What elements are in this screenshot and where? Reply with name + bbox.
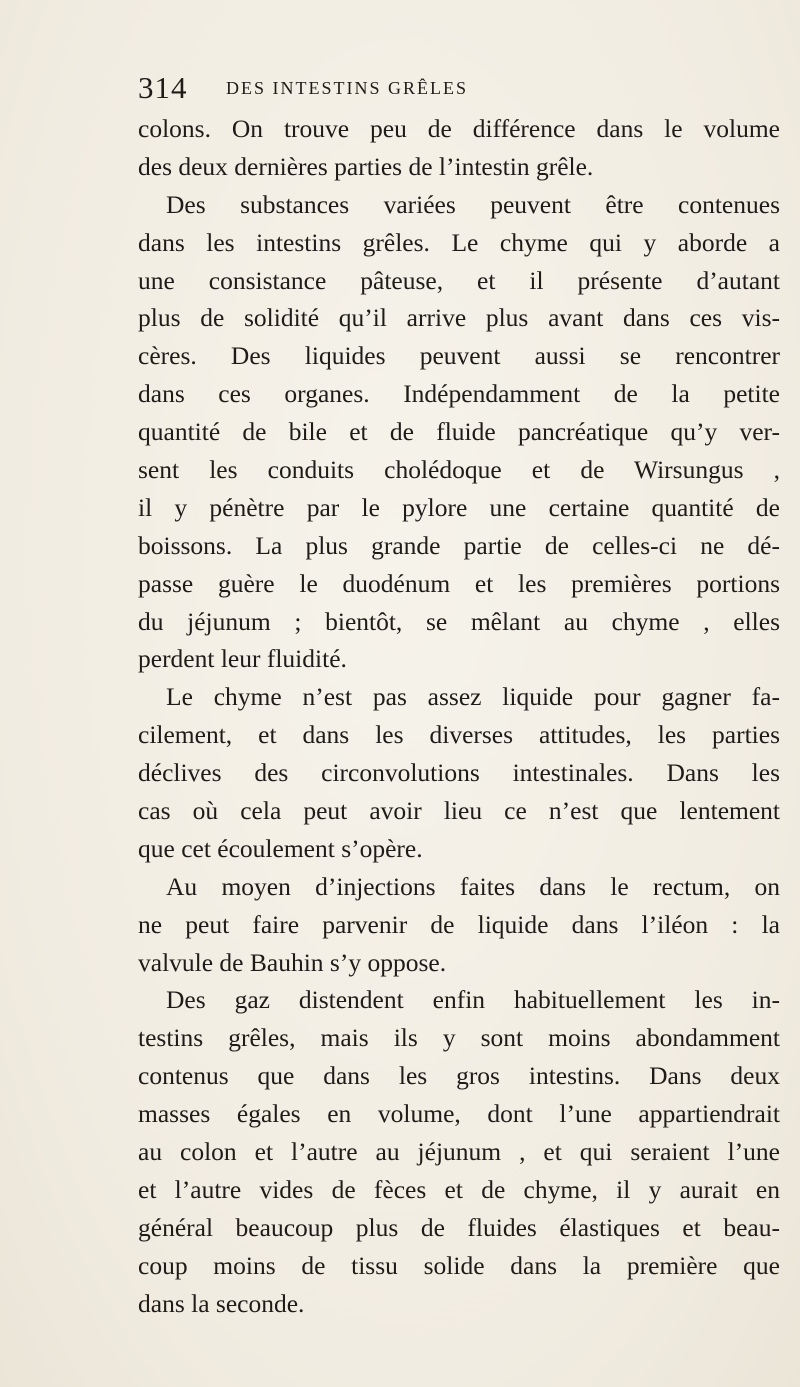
text-line: cères. Des liquides peuvent aussi se rencontrer xyxy=(138,341,780,371)
text-line: valvule de Bauhin s’y oppose. xyxy=(138,947,447,977)
text-line: au colon et l’autre au jéjunum , et qui seraient l’une xyxy=(138,1137,780,1167)
text-line: Le chyme n’est pas assez liquide pour gagner fa- xyxy=(166,682,780,712)
text-line: cas où cela peut avoir lieu ce n’est que lentement xyxy=(138,796,780,826)
text-line: coup moins de tissu solide dans la première que xyxy=(138,1250,780,1280)
text-line: passe guère le duodénum et les premières portions xyxy=(138,568,780,598)
text-line: Au moyen d’injections faites dans le rectum, on xyxy=(166,871,780,901)
text-line: sent les conduits cholédoque et de Wirsungus , xyxy=(138,455,780,485)
text-line: et l’autre vides de fèces et de chyme, il y aurait en xyxy=(138,1174,780,1204)
text-line: dans les intestins grêles. Le chyme qui y aborde a xyxy=(138,227,780,257)
text-line: que cet écoulement s’opère. xyxy=(138,833,423,863)
text-line: testins grêles, mais ils y sont moins abondamment xyxy=(138,1023,780,1053)
text-line: dans ces organes. Indépendamment de la petite xyxy=(138,379,780,409)
text-line: contenus que dans les gros intestins. Dans deux xyxy=(138,1061,780,1091)
text-line: dans la seconde. xyxy=(138,1288,305,1318)
text-line: des deux dernières parties de l’intestin grêle. xyxy=(138,151,594,181)
text-line: général beaucoup plus de fluides élastiques et beau- xyxy=(138,1212,780,1242)
text-line: quantité de bile et de fluide pancréatique qu’y ver- xyxy=(138,417,780,447)
text-line: Des substances variées peuvent être contenues xyxy=(166,189,780,219)
text-line: masses égales en volume, dont l’une appartiendrait xyxy=(138,1099,780,1129)
text-line: il y pénètre par le pylore une certaine quantité de xyxy=(138,492,780,522)
page-number: 314 xyxy=(138,70,188,105)
text-line: une consistance pâteuse, et il présente d’autant xyxy=(138,265,780,295)
running-head xyxy=(138,70,778,110)
body-text xyxy=(138,110,780,1323)
running-title: DES INTESTINS GRÊLES xyxy=(226,78,468,98)
text-line: perdent leur fluidité. xyxy=(138,644,347,674)
text-line: cilement, et dans les diverses attitudes, les parties xyxy=(138,720,780,750)
text-line: colons. On trouve peu de différence dans le volume xyxy=(138,114,780,143)
text-line: boissons. La plus grande partie de celles-ci ne dé- xyxy=(138,530,780,560)
text-line: déclives des circonvolutions intestinales. Dans les xyxy=(138,758,780,788)
text-line: ne peut faire parvenir de liquide dans l’iléon : la xyxy=(138,909,780,939)
text-line: du jéjunum ; bientôt, se mêlant au chyme , elles xyxy=(138,606,780,636)
text-line: Des gaz distendent enfin habituellement les in- xyxy=(166,985,780,1015)
text-line: plus de solidité qu’il arrive plus avant dans ces vis- xyxy=(138,303,780,333)
